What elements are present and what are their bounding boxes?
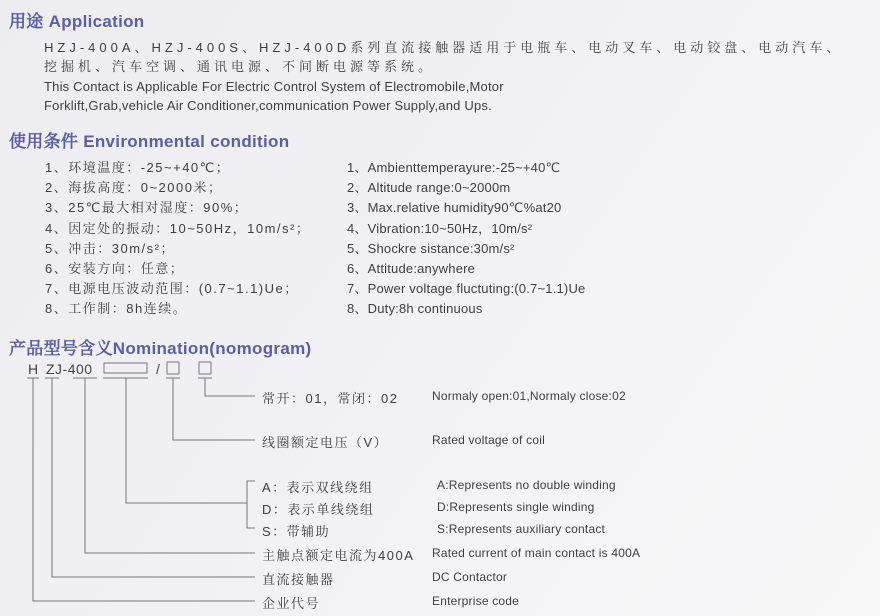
nomination-row-dc-contactor bbox=[0, 569, 880, 587]
nomination-label-cn: 直流接触器 bbox=[262, 572, 335, 587]
env-item-en-6: 6、Attitude:anywhere bbox=[347, 260, 476, 276]
env-item-cn-7: 7、电源电压波动范围：(0.7~1.1)Ue； bbox=[45, 281, 299, 297]
nomination-diagram bbox=[0, 358, 880, 616]
application-text-en-line1: This Contact is Applicable For Electric Control System of Electromobile,Motor bbox=[44, 79, 504, 94]
nomination-label-en: Enterprise code bbox=[432, 594, 520, 608]
env-item-en-3: 3、Max.relative humidity90℃%at20 bbox=[347, 200, 562, 216]
nomination-section-title: 产品型号含义Nomination(nomogram) bbox=[9, 339, 312, 358]
env-item-cn-8: 8、工作制：8h连续。 bbox=[45, 301, 188, 317]
nomination-label-en: Rated current of main contact is 400A bbox=[432, 546, 641, 560]
env-item-en-7: 7、Power voltage fluctuting:(0.7~1.1)Ue bbox=[347, 281, 586, 297]
nomination-label-en: DC Contactor bbox=[432, 570, 508, 584]
env-item-en-2: 2、Altitude range:0~2000m bbox=[347, 180, 511, 196]
environment-list-cn bbox=[45, 158, 310, 320]
model-code-prefix: H bbox=[28, 361, 39, 377]
model-code-slash: / bbox=[156, 361, 161, 377]
nomination-row-coil-voltage bbox=[0, 432, 880, 450]
nomination-label-en: Rated voltage of coil bbox=[432, 433, 545, 447]
model-field-box-type bbox=[104, 363, 147, 373]
application-text-en-line2: Forklift,Grab,vehicle Air Conditioner,communication Power Supply,and Ups. bbox=[44, 98, 492, 113]
nomination-row-winding-a bbox=[0, 477, 880, 495]
env-item-cn-6: 6、安装方向：任意； bbox=[45, 260, 185, 276]
env-item-cn-3: 3、25℃最大相对湿度：90%； bbox=[45, 200, 249, 216]
nomination-label-en: A:Represents no double winding bbox=[437, 478, 616, 492]
application-section-title: 用途 Application bbox=[9, 12, 145, 31]
nomination-row-contact-form bbox=[0, 388, 880, 406]
environment-section-title: 使用条件 Environmental condition bbox=[9, 132, 290, 151]
nomination-label-cn: 企业代号 bbox=[262, 596, 321, 611]
nomination-label-cn: A：表示双线绕组 bbox=[262, 480, 374, 495]
env-item-en-5: 5、Shockre sistance:30m/s² bbox=[347, 240, 515, 256]
env-item-cn-5: 5、冲击：30m/s²； bbox=[45, 240, 175, 256]
environment-list-en bbox=[347, 158, 585, 320]
env-item-en-8: 8、Duty:8h continuous bbox=[347, 301, 483, 317]
nomination-row-winding-s bbox=[0, 521, 880, 539]
application-text-cn: HZJ-400A、HZJ-400S、HZJ-400D系列直流接触器适用于电瓶车、电动叉车、电动铰盘、电动汽车、挖掘机、汽车空调、通讯电源、不间断电源等系统。 bbox=[44, 40, 844, 74]
env-item-cn-4: 4、因定处的振动：10~50Hz，10m/s²； bbox=[45, 220, 311, 236]
env-item-en-1: 1、Ambienttemperayure:-25~+40℃ bbox=[347, 160, 561, 175]
nomination-row-rated-current bbox=[0, 545, 880, 563]
nomination-row-winding-d bbox=[0, 499, 880, 517]
model-code-body: ZJ-400 bbox=[46, 361, 93, 377]
nomination-label-cn: D：表示单线绕组 bbox=[262, 502, 375, 517]
model-field-box-voltage bbox=[167, 362, 179, 374]
nomination-row-enterprise-code bbox=[0, 593, 880, 611]
env-item-cn-1: 1、环境温度：-25~+40℃； bbox=[45, 160, 231, 175]
nomination-label-cn: S：带辅助 bbox=[262, 524, 331, 539]
env-item-cn-2: 2、海拔高度：0~2000米； bbox=[45, 180, 223, 196]
env-item-en-4: 4、Vibration:10~50Hz，10m/s² bbox=[347, 220, 533, 236]
nomination-label-en: D:Represents single winding bbox=[437, 500, 595, 514]
nomination-label-en: Normaly open:01,Normaly close:02 bbox=[432, 389, 626, 403]
nomination-label-cn: 线圈额定电压（V） bbox=[262, 435, 389, 450]
nomination-label-cn: 主触点额定电流为400A bbox=[262, 548, 415, 563]
nomination-label-en: S:Represents auxiliary contact bbox=[437, 522, 606, 536]
model-field-box-contact-form bbox=[199, 362, 211, 374]
nomination-label-cn: 常开：01，常闭：02 bbox=[262, 391, 399, 406]
